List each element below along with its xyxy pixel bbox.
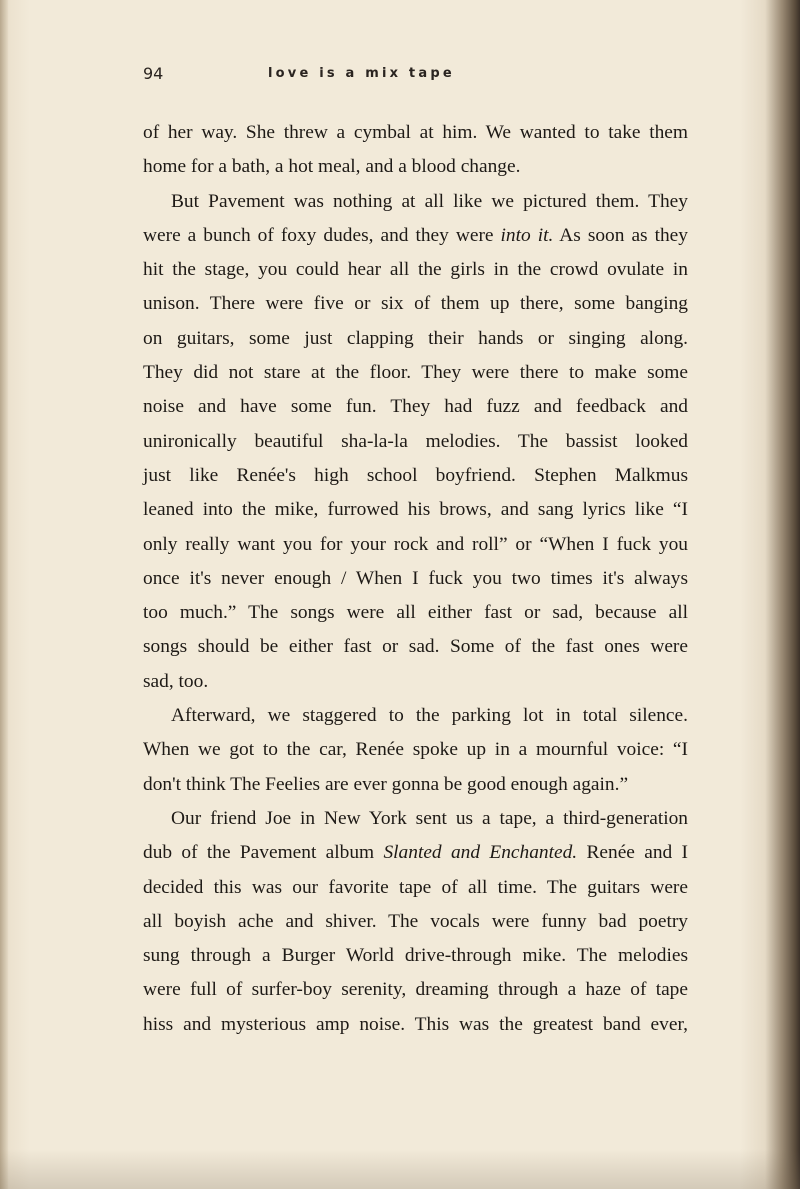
text-segment: Renée and I <box>577 842 689 864</box>
text-line: on guitars, some just clapping their hands or singing along. <box>143 327 688 349</box>
italic-phrase: into it. <box>500 224 554 246</box>
text-line: Afterward, we staggered to the parking lot in total silence. <box>171 705 688 727</box>
text-line: were full of surfer-boy serenity, dreaming through a haze of tape <box>143 979 688 1001</box>
text-line <box>143 219 688 253</box>
text-line: decided this was our favorite tape of all time. The guitars were <box>143 876 688 898</box>
text-line: hiss and mysterious amp noise. This was the greatest band ever, <box>143 1013 688 1035</box>
page-gutter-edge <box>0 0 8 1189</box>
text-line: don't think The Feelies are ever gonna be good enough again.” <box>143 773 629 795</box>
text-line: of her way. She threw a cymbal at him. We wanted to take them <box>143 122 688 143</box>
text-line: sad, too. <box>143 670 209 692</box>
text-line: They did not stare at the floor. They were there to make some <box>143 362 688 384</box>
text-line: only really want you for your rock and roll” or “When I fuck you <box>143 533 688 555</box>
page-bottom-shadow <box>0 1149 800 1189</box>
text-line: noise and have some fun. They had fuzz and feedback and <box>143 396 688 418</box>
text-line: unison. There were five or six of them up there, some banging <box>143 293 688 315</box>
text-line: too much.” The songs were all either fast or sad, because all <box>143 602 688 624</box>
text-line: hit the stage, you could hear all the girls in the crowd ovulate in <box>143 259 688 281</box>
text-line <box>143 836 688 870</box>
body-text <box>143 116 688 1042</box>
text-line: once it's never enough / When I fuck you two times it's always <box>143 567 688 589</box>
text-line: songs should be either fast or sad. Some of the fast ones were <box>143 636 688 658</box>
running-head: love is a mix tape <box>268 66 455 81</box>
album-title: Slanted and Enchanted. <box>383 842 578 864</box>
text-segment: were a bunch of foxy dudes, and they were <box>143 224 501 246</box>
text-line: unironically beautiful sha-la-la melodies. The bassist looked <box>143 430 688 452</box>
text-line: leaned into the mike, furrowed his brows, and sang lyrics like “I <box>143 499 688 521</box>
text-segment: As soon as they <box>553 224 688 246</box>
text-line: just like Renée's high school boyfriend. Stephen Malkmus <box>143 464 688 486</box>
page-header <box>143 64 703 88</box>
text-line: sung through a Burger World drive-through mike. The melodies <box>143 945 688 967</box>
text-line: home for a bath, a hot meal, and a blood change. <box>143 156 521 178</box>
text-line: all boyish ache and shiver. The vocals were funny bad poetry <box>143 910 688 932</box>
page-number: 94 <box>143 64 164 83</box>
text-line: But Pavement was nothing at all like we pictured them. They <box>171 190 688 212</box>
text-line: When we got to the car, Renée spoke up in a mournful voice: “I <box>143 739 688 761</box>
text-line: Our friend Joe in New York sent us a tape, a third-generation <box>171 807 688 829</box>
text-segment: dub of the Pavement album <box>143 842 384 864</box>
